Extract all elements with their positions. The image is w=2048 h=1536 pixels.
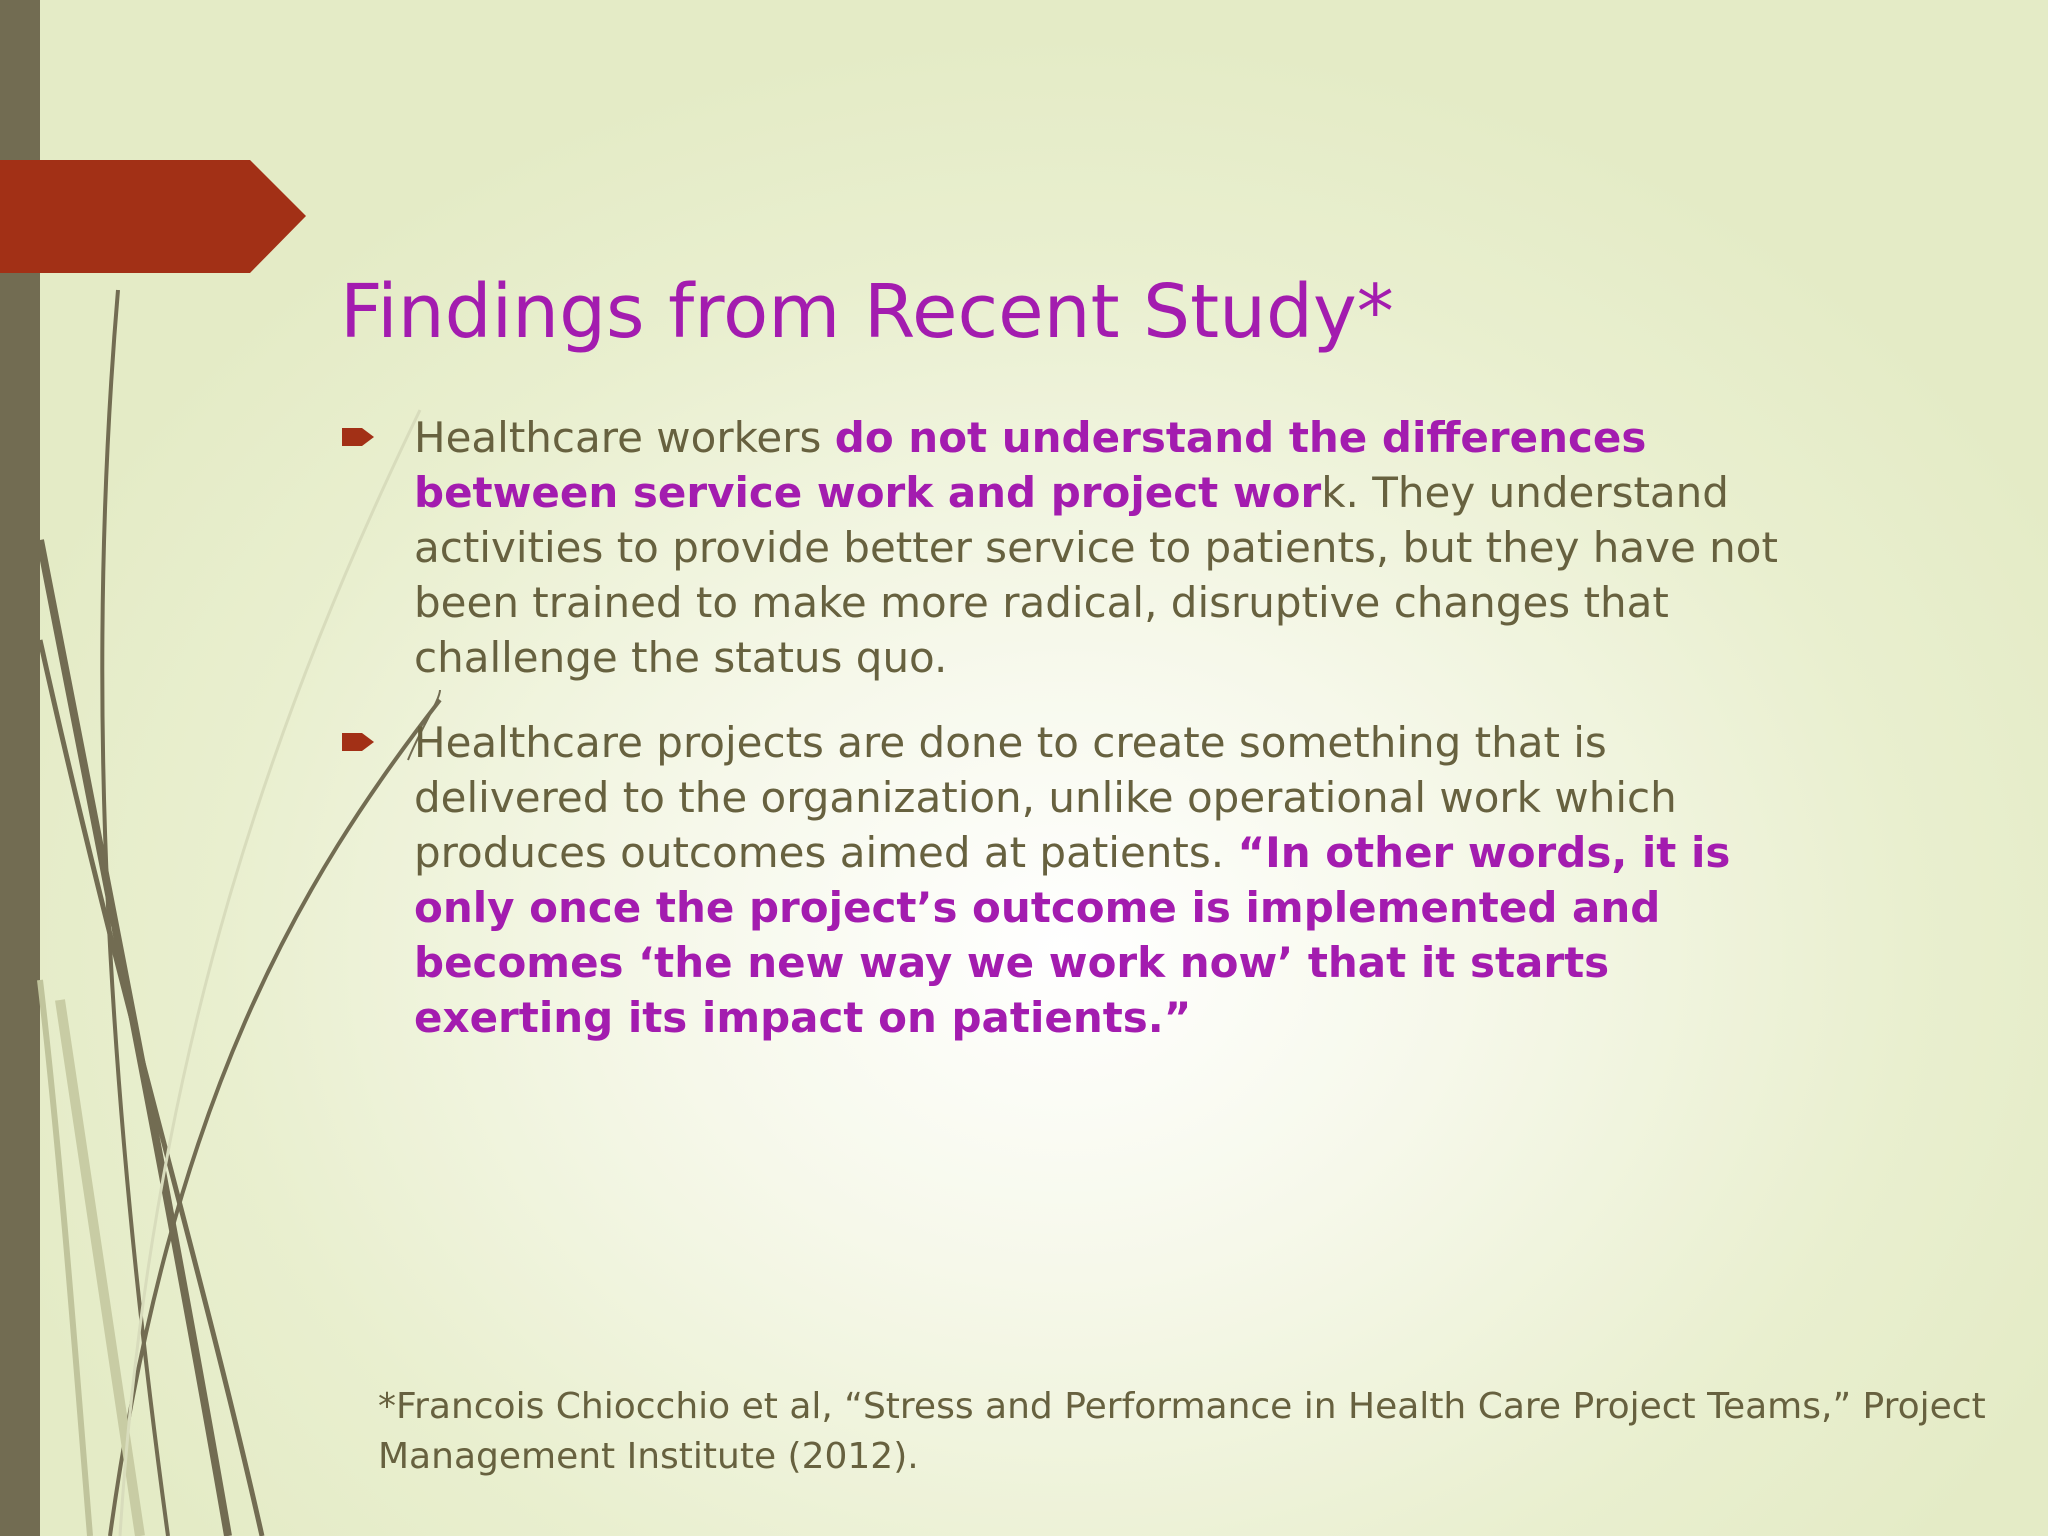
arrow-bullet-icon: [340, 731, 376, 753]
slide-content: [340, 410, 1800, 1075]
footnote-citation: *Francois Chiocchio et al, “Stress and Performance in Health Care Project Teams,” Project Management Institute (2012).: [378, 1386, 1986, 1477]
bullet-emphasis: do not understand the differences between service work and project wor: [414, 413, 1647, 517]
slide-title: Findings from Recent Study*: [340, 269, 1394, 355]
bullet-text: Healthcare workers: [414, 413, 835, 462]
bullet-emphasis: “In other words, it is only once the project’s outcome is implemented and becomes ‘the new way we work now’ that it starts exerting its impact on patients.”: [414, 828, 1731, 1042]
arrow-bullet-icon: [340, 426, 376, 448]
arrow-banner-icon: [0, 160, 306, 273]
bullet-item: [340, 715, 1800, 1045]
bullet-text: k. They understand activities to provide better service to patients, but they have not been trained to make more radical, disruptive changes that challenge the status quo.: [414, 468, 1778, 682]
bullet-list: [340, 410, 1800, 1045]
bullet-item: [340, 410, 1800, 685]
bullet-text: Healthcare projects are done to create something that is delivered to the organization, unlike operational work which produces outcomes aimed at patients.: [414, 718, 1677, 877]
